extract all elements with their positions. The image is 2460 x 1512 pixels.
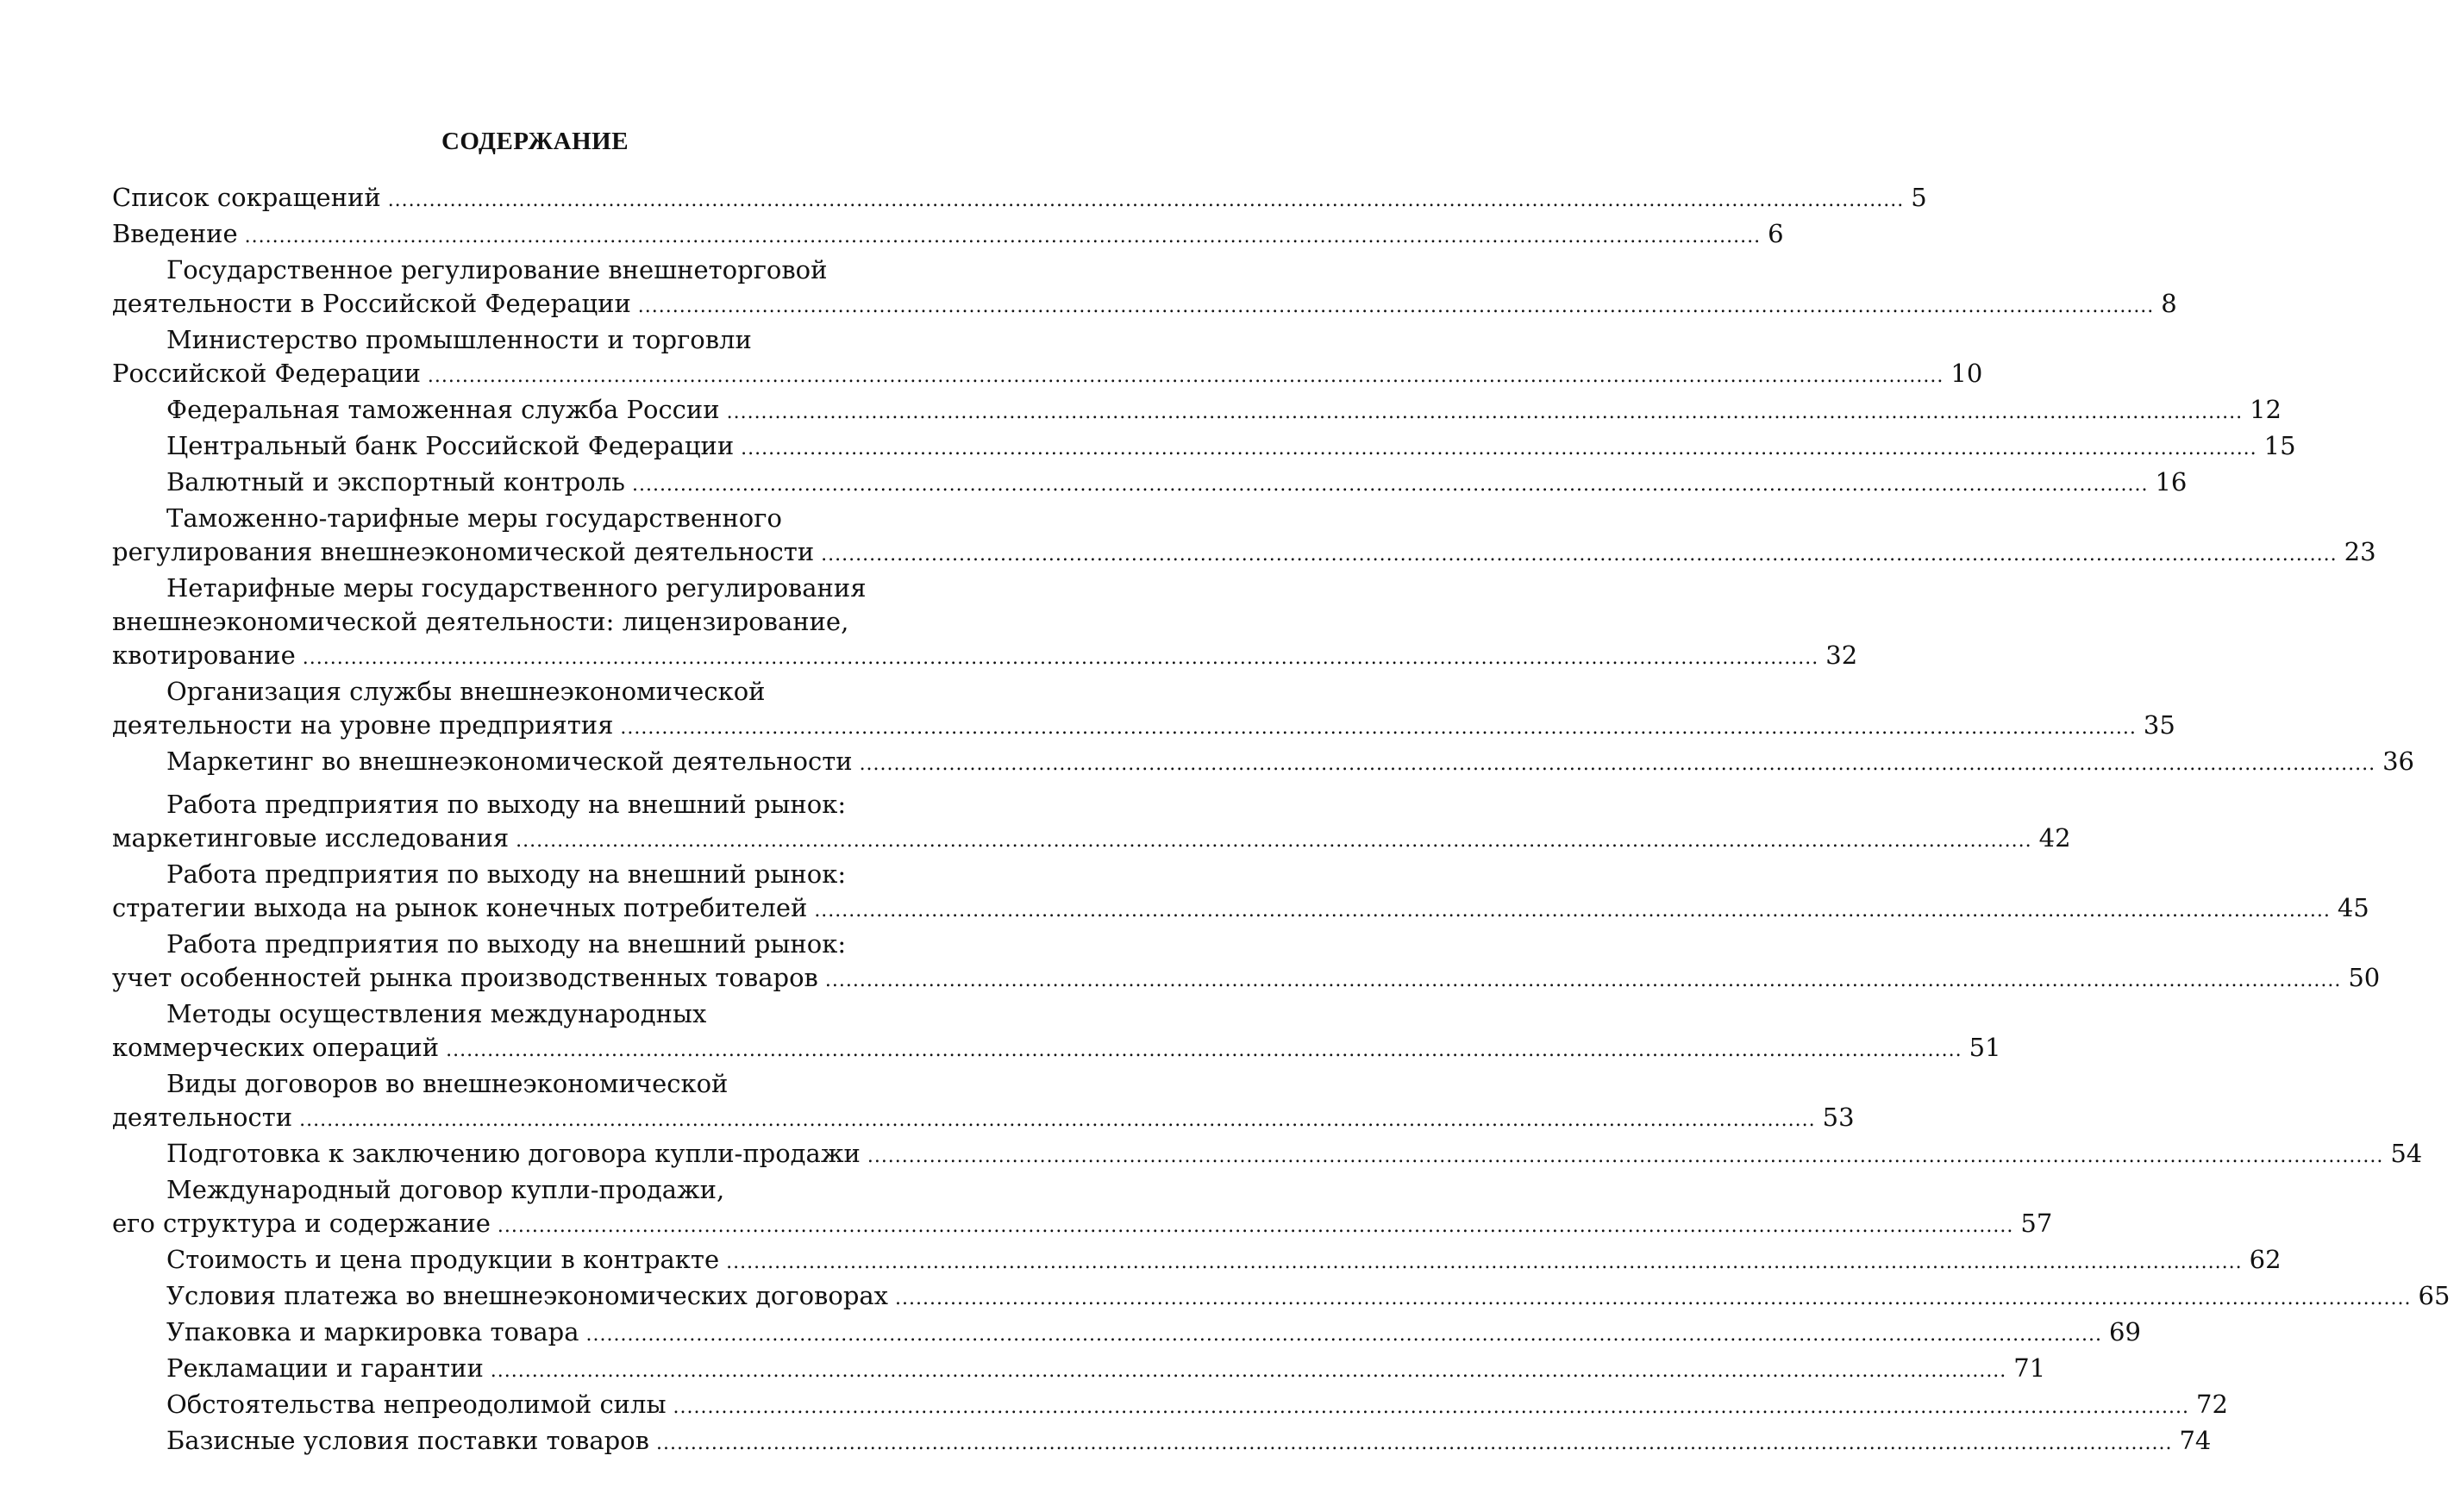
dot-leader: [586, 1318, 2103, 1352]
dot-leader: [388, 184, 1905, 217]
dot-leader: [299, 1103, 1816, 1137]
toc-page-number: 5: [1911, 183, 1927, 212]
toc-entry[interactable]: [112, 393, 2282, 429]
toc-entry[interactable]: [112, 465, 2188, 502]
toc-page-number: 57: [2020, 1209, 2053, 1238]
toc-entry-text: Условия платежа во внешнеэкономических договорах: [166, 1281, 889, 1310]
dot-leader: [303, 641, 1819, 675]
dot-leader: [638, 290, 2155, 323]
toc-entry[interactable]: [112, 745, 2414, 781]
dot-leader: [428, 359, 1944, 393]
toc-entry-text: деятельности на уровне предприятия: [112, 710, 614, 740]
toc-entry[interactable]: [112, 572, 1858, 675]
toc-entry[interactable]: [112, 1388, 2228, 1424]
toc-entry[interactable]: [112, 323, 1983, 393]
dot-leader: [491, 1354, 2007, 1388]
dot-leader: [727, 396, 2244, 429]
toc-entry-text: Организация службы внешнеэкономической: [166, 677, 766, 706]
toc-entry[interactable]: [112, 1279, 2451, 1315]
toc-page-number: 36: [2382, 747, 2414, 776]
toc-page-number: 71: [2013, 1353, 2046, 1383]
toc-entry-text: Методы осуществления международных: [166, 999, 707, 1028]
toc-page-number: 32: [1825, 640, 1858, 670]
toc-entry[interactable]: [112, 217, 1784, 253]
toc-entry-text: Подготовка к заключению договора купли-продажи: [166, 1139, 861, 1168]
toc-entry[interactable]: [112, 502, 2376, 572]
toc-entry-text: Работа предприятия по выходу на внешний рынок:: [166, 790, 847, 819]
toc-page-number: 50: [2348, 963, 2381, 992]
toc-entry[interactable]: [112, 181, 1927, 217]
toc-page-number: 69: [2109, 1317, 2141, 1346]
toc-entry-text: Работа предприятия по выходу на внешний рынок:: [166, 929, 847, 959]
toc-entry[interactable]: [112, 1137, 2423, 1173]
toc-entry[interactable]: [112, 1173, 2053, 1243]
dot-leader: [867, 1140, 2384, 1173]
toc-page-number: 42: [2038, 823, 2071, 853]
toc-entry-text: Базисные условия поставки товаров: [166, 1426, 649, 1455]
dot-leader: [656, 1427, 2173, 1460]
dot-leader: [673, 1390, 2190, 1424]
toc-entry-text: Государственное регулирование внешнеторговой: [166, 255, 828, 284]
dot-leader: [895, 1282, 2412, 1315]
toc-page-number: 53: [1822, 1103, 1855, 1132]
toc-page-number: 45: [2337, 893, 2369, 922]
dot-leader: [860, 747, 2376, 781]
toc-entry-text: Упаковка и маркировка товара: [166, 1317, 579, 1346]
dot-leader: [814, 894, 2331, 928]
toc-page-number: 35: [2143, 710, 2175, 740]
toc-page-number: 10: [1950, 359, 1983, 388]
toc-page-number: 62: [2249, 1245, 2282, 1274]
toc-entry-text: деятельности: [112, 1103, 293, 1132]
toc-entry-text: его структура и содержание: [112, 1209, 491, 1238]
dot-leader: [726, 1246, 2243, 1279]
dot-leader: [821, 538, 2338, 572]
toc-entry-text: Нетарифные меры государственного регулирования: [166, 573, 867, 603]
toc-entry-text: Введение: [112, 219, 238, 248]
dot-leader: [632, 468, 2149, 502]
toc-entry-text: регулирования внешнеэкономической деятельности: [112, 537, 815, 566]
toc-entry[interactable]: [112, 1424, 2212, 1460]
toc-entry-text: Виды договоров во внешнеэкономической: [166, 1069, 729, 1098]
toc-page-number: 65: [2418, 1281, 2451, 1310]
dot-leader: [825, 964, 2342, 997]
toc-page-number: 74: [2179, 1426, 2212, 1455]
toc-entry[interactable]: [112, 429, 2296, 465]
toc-page-number: 16: [2155, 467, 2188, 497]
toc-entry[interactable]: [112, 675, 2175, 745]
toc-entry-text: Таможенно-тарифные меры государственного: [166, 503, 782, 533]
toc-entry-text: Работа предприятия по выходу на внешний рынок:: [166, 859, 847, 889]
toc-entry-text: маркетинговые исследования: [112, 823, 510, 853]
dot-leader: [245, 220, 1762, 253]
toc-entry-text: внешнеэкономической деятельности: лицензирование,: [112, 607, 849, 636]
toc-entry[interactable]: [112, 1352, 2046, 1388]
toc-entry-text: Стоимость и цена продукции в контракте: [166, 1245, 720, 1274]
toc-entry[interactable]: [112, 928, 2381, 997]
toc-entry[interactable]: [112, 997, 2001, 1067]
toc-entry-text: квотирование: [112, 640, 296, 670]
toc-page-number: 12: [2250, 395, 2282, 424]
toc-page-number: 15: [2263, 431, 2296, 460]
toc-entry-text: Рекламации и гарантии: [166, 1353, 484, 1383]
toc-entry-text: Маркетинг во внешнеэкономической деятельности: [166, 747, 853, 776]
dot-leader: [516, 824, 2032, 858]
table-of-contents: [112, 181, 2451, 1460]
toc-entry-text: коммерческих операций: [112, 1033, 440, 1062]
toc-page-number: 8: [2161, 289, 2177, 318]
toc-page-number: 54: [2390, 1139, 2423, 1168]
toc-entry-text: Международный договор купли-продажи,: [166, 1175, 725, 1204]
dot-leader: [446, 1034, 1962, 1067]
dot-leader: [498, 1209, 2014, 1243]
toc-page-number: 51: [1969, 1033, 2001, 1062]
toc-entry-text: деятельности в Российской Федерации: [112, 289, 631, 318]
toc-entry[interactable]: [112, 858, 2369, 928]
toc-page-number: 72: [2196, 1390, 2228, 1419]
toc-entry[interactable]: [112, 1067, 1855, 1137]
toc-entry-text: Российской Федерации: [112, 359, 421, 388]
toc-entry[interactable]: [112, 1243, 2282, 1279]
toc-entry-text: Министерство промышленности и торговли: [166, 325, 752, 354]
toc-entry-text: Центральный банк Российской Федерации: [166, 431, 735, 460]
dot-leader: [620, 711, 2137, 745]
toc-entry-text: стратегии выхода на рынок конечных потребителей: [112, 893, 808, 922]
toc-page-number: 6: [1768, 219, 1784, 248]
toc-entry-text: Федеральная таможенная служба России: [166, 395, 720, 424]
toc-entry-text: Валютный и экспортный контроль: [166, 467, 625, 497]
toc-entry-text: учет особенностей рынка производственных товаров: [112, 963, 818, 992]
toc-entry[interactable]: [112, 1315, 2141, 1352]
toc-entry[interactable]: [112, 788, 2071, 858]
toc-page-number: 23: [2344, 537, 2376, 566]
dot-leader: [741, 432, 2257, 465]
toc-entry-text: Список сокращений: [112, 183, 381, 212]
page-title: СОДЕРЖАНИЕ: [441, 128, 629, 155]
toc-entry-text: Обстоятельства непреодолимой силы: [166, 1390, 667, 1419]
toc-entry[interactable]: [112, 253, 2177, 323]
